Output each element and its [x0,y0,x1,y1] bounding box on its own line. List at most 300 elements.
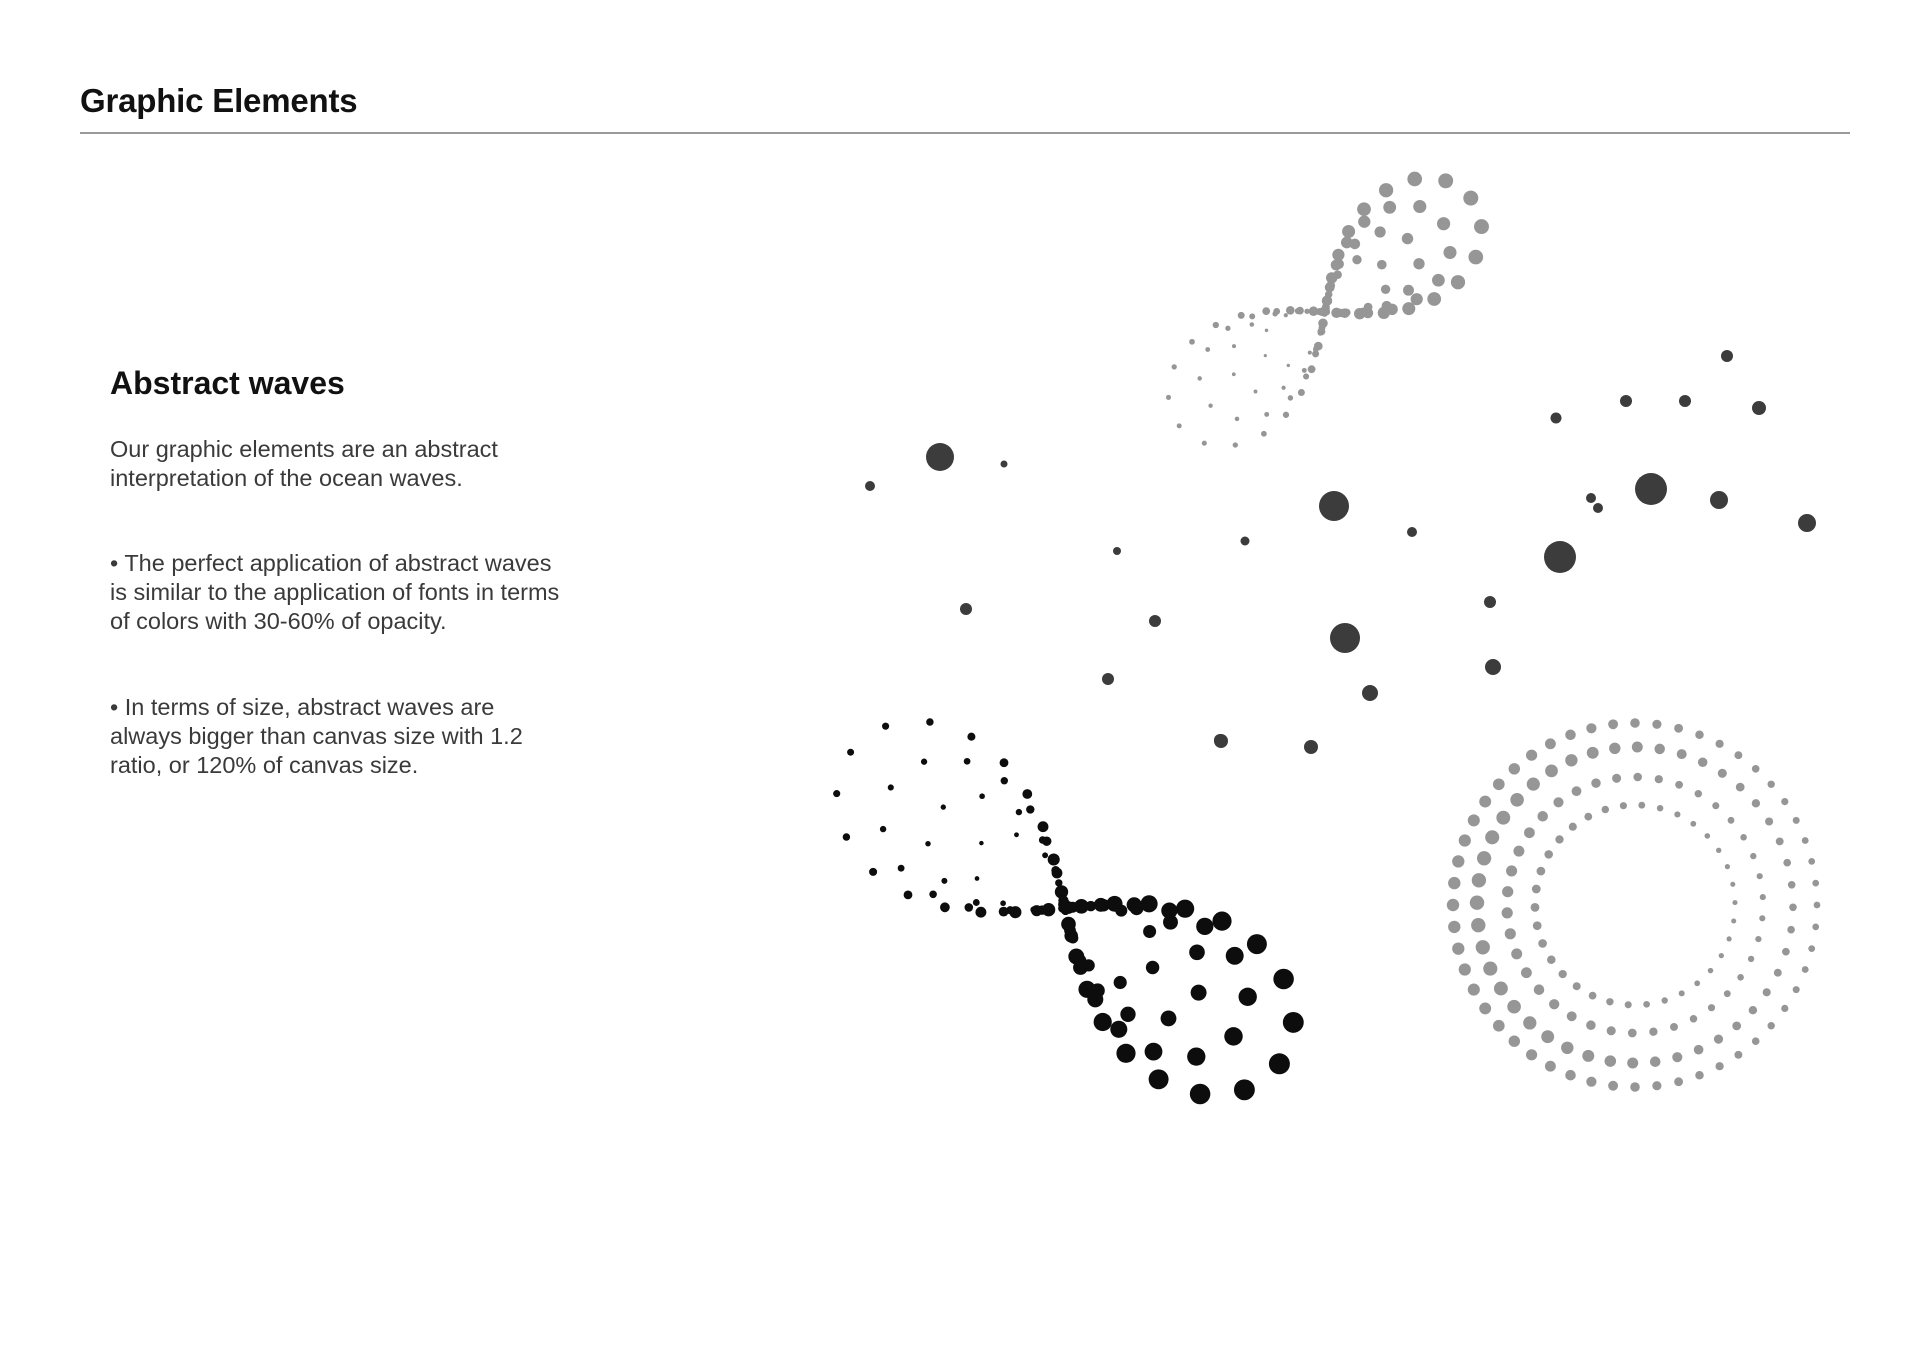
wave-dot [1333,270,1342,279]
wave-dot [1544,541,1576,573]
wave-dot [1559,970,1567,978]
wave-dot [1716,848,1721,853]
wave-dot [1654,744,1664,754]
wave-dot [1014,832,1019,837]
wave-dot [1437,217,1450,230]
wave-dot [1602,806,1609,813]
wave-dot [1710,491,1728,509]
wave-dot [1110,1021,1127,1038]
wave-dot [1176,900,1194,918]
page-title: Graphic Elements [80,82,358,119]
wave-dot [1330,623,1360,653]
wave-dot [1379,183,1393,197]
wave-dot [1083,959,1095,971]
wave-dot [1802,837,1809,844]
wave-dot [1783,859,1791,867]
wave-dot [1447,899,1459,911]
wave-dot [833,790,840,797]
wave-dot [1326,281,1335,290]
wave-dot [1765,817,1773,825]
wave-dot [1494,982,1508,996]
wave-dot [926,443,954,471]
wave-dot [1732,1022,1741,1031]
wave-dot [1403,285,1414,296]
wave-dot [1609,743,1620,754]
wave-dot [1561,1042,1573,1054]
wave-dot [1808,858,1815,865]
wave-dot [1533,921,1542,930]
wave-dot [1483,962,1497,976]
wave-dot [898,865,905,872]
wave-dot [1208,404,1212,408]
wave-dot [1724,990,1731,997]
wave-dot [1382,301,1392,311]
wave-dot [1055,879,1062,886]
wave-dot [940,902,950,912]
wave-dot [1679,395,1691,407]
wave-dot [1586,723,1596,733]
wave-dot [1247,934,1267,954]
wave-dot [1214,734,1228,748]
wave-dot [1605,1055,1617,1067]
wave-dot [1633,773,1642,782]
wave-dot [1513,846,1524,857]
wave-dot [1470,896,1484,910]
wave-dot [1708,1004,1715,1011]
wave-dot [1383,201,1396,214]
wave-dot [1584,813,1592,821]
wave-dot [1116,1044,1135,1063]
wave-dot [1593,503,1603,513]
wave-dot [1715,740,1723,748]
wave-dot [1190,1084,1211,1105]
wave-dot [1608,719,1618,729]
wave-dot [1476,940,1490,954]
wave-dot [1261,431,1267,437]
wave-dot [1635,473,1667,505]
wave-dot [1705,833,1711,839]
wave-dot [1302,368,1307,373]
wave-dot [904,890,913,899]
wave-dot [1537,867,1546,876]
wave-dot [1695,731,1704,740]
wave-dot [1238,312,1245,319]
wave-dot [1725,864,1730,869]
wave-dot [1226,947,1244,965]
wave-dot [1448,921,1460,933]
wave-dot [1541,1030,1554,1043]
wave-dot [1538,939,1547,948]
wave-dot [1787,926,1795,934]
wave-dot [1254,390,1258,394]
wave-dot [1674,811,1680,817]
wave-dot [1298,389,1305,396]
wave-dot [1407,172,1422,187]
concentric-dot-rings [1447,718,1821,1092]
wave-dot [1264,412,1269,417]
wave-dot [1283,412,1289,418]
wave-dot [1606,998,1613,1005]
wave-dot [1303,373,1309,379]
wave-dot [1565,754,1577,766]
wave-dot [1627,1057,1638,1068]
wave-dot [1452,855,1464,867]
wave-dot [1189,339,1195,345]
wave-dot [1544,850,1553,859]
wave-dot [1721,350,1733,362]
wave-dot [1506,865,1517,876]
wave-dot [941,878,947,884]
wave-dot [1187,1047,1205,1065]
light-infinity-wave [1166,172,1489,448]
wave-dot [1308,365,1316,373]
wave-dot [1479,1002,1491,1014]
wave-dot [1319,491,1349,521]
wave-dot [1090,983,1104,997]
wave-dot [1672,1052,1682,1062]
wave-dot [1531,903,1540,912]
wave-dot [1114,976,1127,989]
wave-dot [1731,918,1736,923]
wave-dot [1286,306,1295,315]
wave-dot [1524,827,1535,838]
wave-dot [1752,765,1760,773]
wave-dot [941,804,946,809]
wave-dot [1304,740,1318,754]
wave-dot [1755,936,1761,942]
wave-dot [1146,961,1159,974]
wave-dot [1695,790,1702,797]
wave-dot [1589,992,1597,1000]
wave-dot [1281,386,1285,390]
wave-dot [1163,915,1178,930]
wave-dot [1643,1001,1650,1008]
wave-dot [1051,866,1060,875]
wave-dot [1572,786,1582,796]
wave-dot [1620,802,1627,809]
wave-dot [1205,347,1210,352]
wave-dot [1239,988,1257,1006]
wave-dot [1505,928,1516,939]
wave-dot [1695,1071,1704,1080]
wave-dot [1649,1028,1657,1036]
wave-dot [1620,395,1632,407]
wave-dot [1037,905,1047,915]
wave-dot [1612,774,1621,783]
wave-dot [1757,873,1763,879]
wave-dot [1322,311,1328,317]
wave-dot [865,481,875,491]
wave-dot [1166,395,1171,400]
wave-dot [1793,986,1800,993]
wave-dot [847,749,854,756]
wave-dot [1677,749,1687,759]
wave-dot [1545,1061,1556,1072]
wave-dot [1232,344,1236,348]
wave-dot [1507,1000,1521,1014]
wave-dot [1364,303,1373,312]
wave-dot [1269,1053,1290,1074]
wave-dot [1569,823,1577,831]
opacity-guideline: • The perfect application of abstract waves is similar to the application of fonts in terms of colors with 30-60% of opacity. [110,550,560,634]
wave-dot [1102,673,1114,685]
wave-dot [1161,1010,1177,1026]
wave-dot [1814,902,1821,909]
wave-dot [1586,1020,1596,1030]
wave-dot [1730,882,1735,887]
wave-dot [1586,493,1596,503]
wave-dot [1607,1026,1616,1035]
wave-dot [1670,1023,1678,1031]
wave-dot [1262,307,1270,315]
wave-dot [1235,417,1240,422]
wave-dot [1048,853,1060,865]
wave-dot [1039,836,1046,843]
wave-dot [1149,615,1161,627]
wave-dot [1284,313,1288,317]
wave-dot [1582,1050,1594,1062]
wave-dot [1443,246,1456,259]
wave-dot [926,718,933,725]
wave-dot [1502,886,1513,897]
wave-dot [1793,817,1800,824]
dark-infinity-wave [833,718,1304,1104]
scattered-dots [865,350,1816,754]
wave-dot [1001,777,1008,784]
wave-dot [1759,915,1765,921]
wave-dot [1587,747,1599,759]
wave-dot [1357,202,1371,216]
wave-dot [960,603,972,615]
wave-dot [1212,912,1231,931]
wave-dot [1202,441,1207,446]
wave-dot [882,723,889,730]
wave-dot [1332,249,1344,261]
wave-dot [1752,401,1766,415]
wave-dot [1016,809,1022,815]
wave-dot [1732,900,1737,905]
wave-dot [1573,982,1581,990]
wave-dot [1812,880,1819,887]
wave-dot [1509,1035,1520,1046]
wave-dot [1191,985,1207,1001]
wave-dot [1459,834,1471,846]
wave-dot [1555,835,1563,843]
wave-dot [965,903,974,912]
wave-dot [1521,967,1532,978]
wave-dot [1752,799,1760,807]
wave-dot [1463,191,1478,206]
wave-dot [1768,781,1775,788]
wave-dot [1737,974,1744,981]
wave-dot [1143,925,1156,938]
wave-dot [1272,311,1277,316]
wave-dot [1000,758,1009,767]
wave-dot [1042,852,1048,858]
wave-dot [1690,821,1696,827]
wave-dot [1030,906,1037,913]
wave-dot [1812,924,1819,931]
wave-dot [1113,547,1121,555]
wave-dot [1496,811,1510,825]
wave-dot [1714,1035,1723,1044]
wave-dot [1485,830,1499,844]
wave-dot [1694,1045,1704,1055]
wave-dot [1067,933,1078,944]
wave-dot [1728,817,1735,824]
wave-dot [1468,250,1483,265]
size-guideline: • In terms of size, abstract waves are always bigger than canvas size with 1.2 ratio, or 120% of canvas size. [110,694,523,778]
wave-dot [1523,1016,1536,1029]
wave-dot [1086,901,1097,912]
wave-dot [1264,354,1267,357]
wave-dot [1471,918,1485,932]
wave-dot [1459,963,1471,975]
wave-dot [1273,969,1294,990]
wave-dot [975,907,986,918]
wave-dot [1532,885,1541,894]
wave-dot [1377,260,1387,270]
wave-dot [1343,309,1351,317]
wave-dot [1782,948,1790,956]
wave-dot [1196,918,1213,935]
wave-dot [964,758,971,765]
wave-dot [1662,997,1668,1003]
wave-dot [1553,797,1563,807]
wave-dot [1718,769,1727,778]
wave-dot [1474,219,1489,234]
wave-dot [1283,1012,1304,1033]
wave-dot [1734,1051,1742,1059]
wave-dot [1802,966,1809,973]
wave-dot [869,868,877,876]
wave-dot [1432,274,1445,287]
wave-dot [1502,907,1513,918]
wave-dot [1130,901,1144,915]
wave-dot [1788,881,1796,889]
wave-dot [1698,757,1708,767]
wave-dot [1177,423,1182,428]
wave-dot [1526,1049,1537,1060]
wave-dot [1241,537,1250,546]
wave-dot [1493,1020,1505,1032]
wave-dot [1225,326,1230,331]
wave-dot [1763,988,1771,996]
wave-dot [1776,837,1784,845]
wave-dot [1774,969,1782,977]
wave-dot [1145,1043,1163,1061]
wave-dot [1304,309,1309,314]
wave-dot [1630,718,1640,728]
wave-dot [1288,395,1293,400]
wave-dot [1628,1029,1637,1038]
wave-dot [1295,308,1301,314]
wave-dot [973,899,980,906]
section-heading: Abstract waves [110,365,345,401]
wave-dot [1527,778,1540,791]
wave-dot [1748,956,1754,962]
wave-dot [1547,955,1556,964]
wave-dot [979,841,983,845]
wave-dot [1760,894,1766,900]
wave-dot [967,733,975,741]
wave-dot [1451,275,1465,289]
wave-dot [1750,853,1756,859]
wave-dot [1567,1011,1577,1021]
wave-dot [1545,738,1556,749]
wave-dot [1115,905,1127,917]
wave-dot [1484,596,1496,608]
wave-dot [1526,750,1537,761]
wave-dot [1213,322,1219,328]
wave-dot [1413,200,1426,213]
wave-dot [1319,324,1326,331]
wave-dot [1006,906,1014,914]
wave-dot [1468,984,1480,996]
wave-dot [1781,798,1788,805]
wave-dot [1287,364,1290,367]
wave-dot [1565,730,1576,741]
wave-dot [1438,173,1453,188]
wave-dot [1189,944,1205,960]
wave-dot [1736,783,1745,792]
wave-dot [1545,765,1558,778]
wave-dot [1674,1077,1683,1086]
wave-dot [1149,1069,1169,1089]
wave-dot [1734,751,1742,759]
wave-dot [1325,291,1333,299]
wave-dot [1411,293,1423,305]
wave-dot [1026,805,1034,813]
wave-dot [1485,659,1501,675]
wave-dot [975,876,980,881]
wave-dot [1479,796,1491,808]
wave-dot [1719,953,1724,958]
wave-dot [1632,742,1643,753]
wave-dot [843,833,850,840]
wave-dot [1789,904,1797,912]
wave-dot [1448,877,1460,889]
wave-dot [1468,814,1480,826]
wave-dot [1313,346,1319,352]
wave-dot [1265,329,1268,332]
wave-dot [1000,900,1006,906]
wave-dot [1749,1006,1757,1014]
wave-dot [1715,1062,1723,1070]
wave-dot [1172,364,1177,369]
wave-dot [1675,781,1683,789]
wave-dot [1768,1022,1775,1029]
wave-dot [1493,778,1505,790]
wave-dot [929,891,937,899]
wave-dot [1652,1081,1661,1090]
wave-dot [1551,413,1562,424]
wave-dot [1537,811,1548,822]
wave-dot [1565,1070,1576,1081]
wave-dot [1798,514,1816,532]
wave-dot [1690,1015,1698,1023]
wave-dot [1808,945,1815,952]
wave-dot [1308,351,1312,355]
wave-dot [1232,372,1236,376]
wave-dot [1657,805,1663,811]
wave-dot [1652,720,1661,729]
wave-dot [1679,990,1685,996]
wave-dot [1472,873,1486,887]
wave-dot [1094,1013,1112,1031]
wave-dot [1608,1081,1618,1091]
wave-dot [1358,216,1370,228]
